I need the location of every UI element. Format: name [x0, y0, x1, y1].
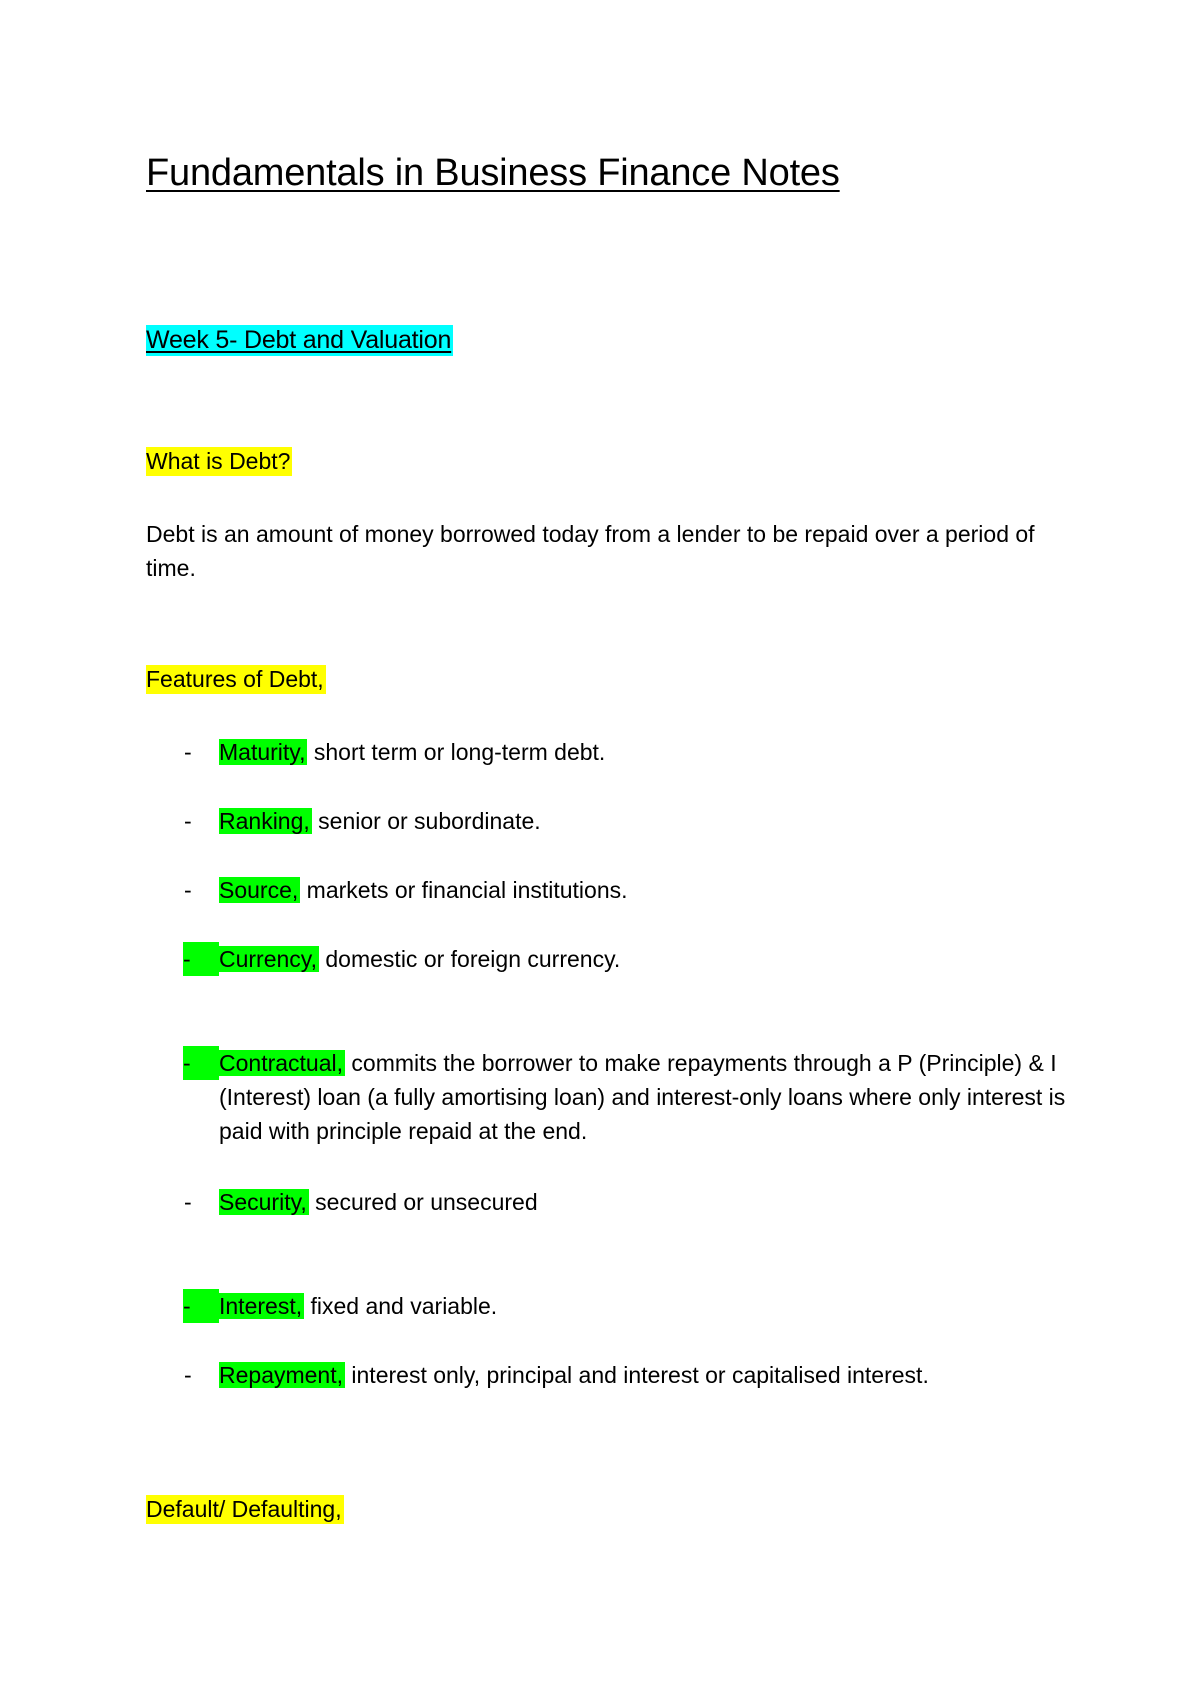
feature-label: Currency, — [219, 946, 317, 972]
feature-text: fixed and variable. — [304, 1293, 498, 1319]
bullet-dash: - — [183, 1289, 219, 1323]
bullet-dash: - — [184, 808, 192, 834]
feature-text: domestic or foreign currency. — [319, 946, 621, 972]
feature-text: senior or subordinate. — [311, 808, 541, 834]
feature-item-source — [146, 873, 628, 907]
feature-item-currency — [146, 942, 620, 976]
feature-item-security — [146, 1185, 538, 1219]
feature-label: Maturity, — [219, 739, 306, 765]
feature-item-interest — [146, 1289, 497, 1323]
section-heading-what-is-debt — [146, 448, 292, 475]
week-heading: Week 5- Debt and Valuation — [146, 326, 452, 354]
debt-definition: Debt is an amount of money borrowed today from a lender to be repaid over a period of time. — [146, 521, 1035, 581]
section-heading-features — [146, 666, 326, 693]
feature-text: interest only, principal and interest or capitalised interest. — [345, 1362, 929, 1388]
feature-text: secured or unsecured — [308, 1189, 538, 1215]
feature-label: Interest, — [219, 1293, 303, 1319]
feature-label: Contractual, — [219, 1050, 344, 1076]
feature-item-maturity — [146, 735, 605, 769]
bullet-dash: - — [184, 1362, 192, 1388]
section-heading-default — [146, 1496, 344, 1523]
feature-text: short term or long-term debt. — [307, 739, 606, 765]
section-heading-label: Features of Debt, — [146, 666, 324, 692]
section-heading-label: What is Debt? — [146, 448, 291, 474]
feature-label: Security, — [219, 1189, 307, 1215]
feature-text: commits the borrower to make repayments through a P (Principle) & I (Interest) loan (a fully amortising loan) and interest-only loans where only interest is paid with principle repaid at the end. — [219, 1050, 1066, 1144]
feature-label: Source, — [219, 877, 299, 903]
bullet-dash: - — [183, 1046, 219, 1080]
bullet-dash: - — [184, 1189, 192, 1215]
bullet-dash: - — [183, 942, 219, 976]
feature-label: Repayment, — [219, 1362, 344, 1388]
feature-item-ranking — [146, 804, 541, 838]
feature-item-contractual — [146, 1046, 1066, 1148]
feature-text: markets or financial institutions. — [300, 877, 628, 903]
feature-item-repayment — [146, 1358, 929, 1392]
document-title: Fundamentals in Business Finance Notes — [146, 152, 840, 194]
section-heading-label: Default/ Defaulting, — [146, 1496, 342, 1522]
bullet-dash: - — [184, 739, 192, 765]
bullet-dash: - — [184, 877, 192, 903]
feature-label: Ranking, — [219, 808, 310, 834]
